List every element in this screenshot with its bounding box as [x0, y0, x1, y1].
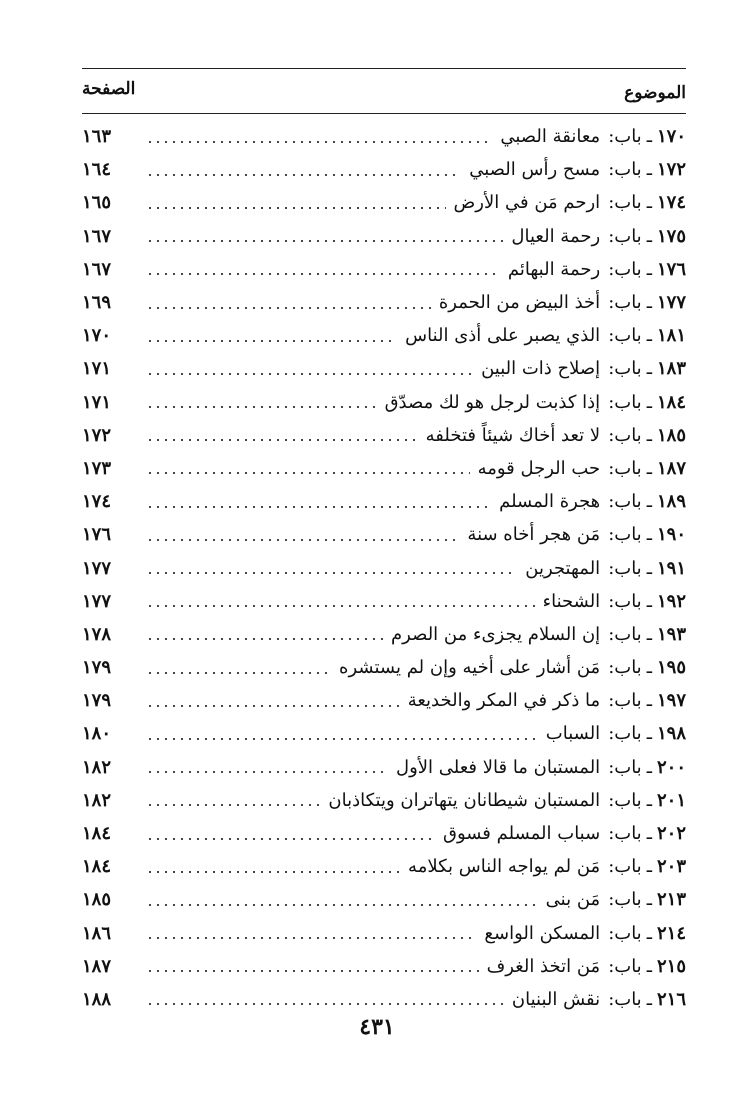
toc-entry — [82, 518, 686, 551]
entry-separator: ـ — [646, 823, 652, 845]
toc-entry — [82, 220, 686, 253]
entry-bab-label: باب: — [608, 557, 642, 579]
entry-separator: ـ — [646, 192, 652, 214]
entry-bab-label: باب: — [608, 955, 642, 977]
entry-number: ١٩٠ — [656, 524, 686, 546]
entry-separator: ـ — [646, 457, 652, 479]
entry-bab-label: باب: — [608, 457, 642, 479]
dot-leader — [146, 339, 397, 343]
dot-leader — [146, 704, 400, 708]
entry-bab-label: باب: — [608, 325, 642, 347]
entry-bab-label: باب: — [608, 690, 642, 712]
dot-leader — [146, 140, 492, 144]
table-of-contents — [82, 120, 686, 1016]
entry-title: المسكن الواسع — [484, 922, 601, 944]
dot-leader — [146, 604, 535, 608]
entry-number: ٢٠٣ — [656, 856, 686, 878]
toc-entry — [82, 917, 686, 950]
entry-page: ١٨٦ — [82, 922, 112, 944]
dot-leader — [146, 206, 446, 210]
entry-number: ١٧٥ — [656, 225, 686, 247]
entry-bab-label: باب: — [608, 657, 642, 679]
entry-separator: ـ — [646, 292, 652, 314]
entry-title: رحمة العيال — [511, 225, 601, 247]
toc-entry — [82, 186, 686, 219]
entry-separator: ـ — [646, 126, 652, 148]
toc-entry — [82, 386, 686, 419]
entry-page: ١٨٥ — [82, 889, 112, 911]
entry-title: مسح رأس الصبي — [469, 159, 601, 181]
entry-page: ١٧١ — [82, 391, 112, 413]
entry-title: مَن هجر أخاه سنة — [467, 524, 601, 546]
entry-page: ١٨٤ — [82, 856, 112, 878]
entry-page: ١٨٨ — [82, 988, 112, 1010]
entry-page: ١٨٤ — [82, 823, 112, 845]
entry-separator: ـ — [646, 424, 652, 446]
entry-title: ما ذكر في المكر والخديعة — [407, 690, 601, 712]
dot-leader — [146, 405, 377, 409]
entry-title: مَن اتخذ الغرف — [486, 955, 601, 977]
entry-separator: ـ — [646, 889, 652, 911]
dot-leader — [146, 1002, 504, 1006]
entry-bab-label: باب: — [608, 491, 642, 513]
dot-leader — [146, 969, 479, 973]
entry-bab-label: باب: — [608, 823, 642, 845]
entry-title: نقش البنيان — [511, 988, 601, 1010]
toc-entry — [82, 983, 686, 1016]
toc-entry — [82, 585, 686, 618]
toc-entry — [82, 419, 686, 452]
entry-title: مَن أشار على أخيه وإن لم يستشره — [339, 657, 601, 679]
entry-bab-label: باب: — [608, 192, 642, 214]
entry-separator: ـ — [646, 391, 652, 413]
entry-separator: ـ — [646, 988, 652, 1010]
entry-page: ١٧١ — [82, 358, 112, 380]
entry-separator: ـ — [646, 524, 652, 546]
page-number: ٤٣١ — [359, 1014, 395, 1040]
entry-separator: ـ — [646, 325, 652, 347]
entry-separator: ـ — [646, 955, 652, 977]
dot-leader — [146, 637, 383, 641]
entry-bab-label: باب: — [608, 723, 642, 745]
entry-bab-label: باب: — [608, 889, 642, 911]
entry-number: ٢١٣ — [656, 889, 686, 911]
entry-title: المستبان شيطانان يتهاتران ويتكاذبان — [328, 789, 601, 811]
entry-title: معانقة الصبي — [500, 126, 601, 148]
entry-bab-label: باب: — [608, 424, 642, 446]
entry-bab-label: باب: — [608, 988, 642, 1010]
entry-separator: ـ — [646, 225, 652, 247]
entry-page: ١٧٠ — [82, 325, 112, 347]
dot-leader — [146, 770, 388, 774]
entry-separator: ـ — [646, 723, 652, 745]
dot-leader — [146, 239, 503, 243]
toc-entry — [82, 286, 686, 319]
entry-separator: ـ — [646, 657, 652, 679]
entry-number: ٢٠٢ — [656, 823, 686, 845]
entry-title: إذا كذبت لرجل هو لك مصدّق — [384, 391, 601, 413]
toc-entry — [82, 618, 686, 651]
dot-leader — [146, 306, 431, 310]
dot-leader — [146, 372, 473, 376]
entry-page: ١٧٢ — [82, 424, 112, 446]
entry-page: ١٨٢ — [82, 789, 112, 811]
entry-bab-label: باب: — [608, 225, 642, 247]
entry-number: ١٨٤ — [656, 391, 686, 413]
entry-number: ١٨٥ — [656, 424, 686, 446]
entry-page: ١٦٥ — [82, 192, 112, 214]
entry-bab-label: باب: — [608, 623, 642, 645]
entry-number: ٢١٦ — [656, 988, 686, 1010]
entry-number: ١٩٥ — [656, 657, 686, 679]
entry-page: ١٨٢ — [82, 756, 112, 778]
entry-number: ١٩٨ — [656, 723, 686, 745]
entry-title: حب الرجل قومه — [477, 457, 601, 479]
dot-leader — [146, 505, 491, 509]
entry-title: أخذ البيض من الحمرة — [438, 292, 601, 314]
toc-entry — [82, 352, 686, 385]
entry-page: ١٧٧ — [82, 557, 112, 579]
dot-leader — [146, 571, 517, 575]
entry-page: ١٦٣ — [82, 126, 112, 148]
dot-leader — [146, 837, 435, 841]
entry-separator: ـ — [646, 856, 652, 878]
entry-number: ١٧٦ — [656, 258, 686, 280]
entry-separator: ـ — [646, 623, 652, 645]
toc-entry — [82, 551, 686, 584]
entry-number: ١٨١ — [656, 325, 686, 347]
entry-bab-label: باب: — [608, 159, 642, 181]
toc-entry — [82, 784, 686, 817]
toc-entry — [82, 883, 686, 916]
toc-entry — [82, 120, 686, 153]
entry-title: رحمة البهائم — [507, 258, 601, 280]
toc-entry — [82, 817, 686, 850]
entry-separator: ـ — [646, 491, 652, 513]
entry-bab-label: باب: — [608, 391, 642, 413]
entry-title: مَن بنى — [545, 889, 601, 911]
entry-separator: ـ — [646, 789, 652, 811]
dot-leader — [146, 903, 538, 907]
entry-title: الشحناء — [542, 590, 601, 612]
entry-title: السباب — [545, 723, 601, 745]
entry-number: ١٧٧ — [656, 292, 686, 314]
entry-separator: ـ — [646, 690, 652, 712]
dot-leader — [146, 870, 400, 874]
entry-bab-label: باب: — [608, 524, 642, 546]
toc-entry — [82, 319, 686, 352]
dot-leader — [146, 803, 320, 807]
entry-page: ١٦٩ — [82, 292, 112, 314]
entry-number: ١٩١ — [656, 557, 686, 579]
entry-title: إصلاح ذات البين — [481, 358, 601, 380]
entry-separator: ـ — [646, 358, 652, 380]
entry-page: ١٨٧ — [82, 955, 112, 977]
entry-page: ١٧٦ — [82, 524, 112, 546]
entry-page: ١٧٧ — [82, 590, 112, 612]
entry-title: سباب المسلم فسوق — [442, 823, 601, 845]
toc-entry — [82, 651, 686, 684]
entry-number: ١٩٢ — [656, 590, 686, 612]
entry-page: ١٧٤ — [82, 491, 112, 513]
entry-title: المهتجرين — [525, 557, 601, 579]
entry-number: ٢١٤ — [656, 922, 686, 944]
entry-number: ١٧٠ — [656, 126, 686, 148]
entry-bab-label: باب: — [608, 258, 642, 280]
entry-number: ١٨٣ — [656, 358, 686, 380]
dot-leader — [146, 936, 476, 940]
toc-entry — [82, 850, 686, 883]
dot-leader — [146, 272, 500, 276]
entry-title: الذي يصبر على أذى الناس — [405, 325, 601, 347]
entry-number: ٢٠٠ — [656, 756, 686, 778]
entry-page: ١٦٤ — [82, 159, 112, 181]
toc-entry — [82, 950, 686, 983]
entry-number: ١٩٣ — [656, 623, 686, 645]
entry-page: ١٧٩ — [82, 657, 112, 679]
entry-bab-label: باب: — [608, 358, 642, 380]
entry-page: ١٧٩ — [82, 690, 112, 712]
toc-entry — [82, 485, 686, 518]
toc-entry — [82, 153, 686, 186]
entry-bab-label: باب: — [608, 922, 642, 944]
entry-bab-label: باب: — [608, 789, 642, 811]
dot-leader — [146, 471, 470, 475]
entry-bab-label: باب: — [608, 756, 642, 778]
toc-entry — [82, 452, 686, 485]
entry-number: ١٧٤ — [656, 192, 686, 214]
entry-page: ١٧٨ — [82, 623, 112, 645]
entry-title: مَن لم يواجه الناس بكلامه — [408, 856, 601, 878]
toc-entry — [82, 253, 686, 286]
entry-title: إن السلام يجزىء من الصرم — [391, 623, 601, 645]
dot-leader — [146, 671, 331, 675]
entry-bab-label: باب: — [608, 856, 642, 878]
entry-number: ١٩٧ — [656, 690, 686, 712]
entry-bab-label: باب: — [608, 590, 642, 612]
entry-separator: ـ — [646, 159, 652, 181]
entry-title: المستبان ما قالا فعلى الأول — [396, 756, 601, 778]
entry-number: ٢٠١ — [656, 789, 686, 811]
entry-number: ١٧٢ — [656, 159, 686, 181]
entry-number: ١٨٩ — [656, 491, 686, 513]
entry-separator: ـ — [646, 756, 652, 778]
toc-entry — [82, 717, 686, 750]
toc-entry — [82, 684, 686, 717]
dot-leader — [146, 438, 418, 442]
dot-leader — [146, 538, 459, 542]
entry-page: ١٨٠ — [82, 723, 112, 745]
entry-title: لا تعد أخاك شيئاً فتخلفه — [425, 424, 601, 446]
entry-title: ارحم مَن في الأرض — [453, 192, 601, 214]
entry-title: هجرة المسلم — [499, 491, 601, 513]
dot-leader — [146, 737, 538, 741]
entry-number: ١٨٧ — [656, 457, 686, 479]
entry-separator: ـ — [646, 590, 652, 612]
entry-separator: ـ — [646, 557, 652, 579]
entry-page: ١٧٣ — [82, 457, 112, 479]
dot-leader — [146, 173, 461, 177]
entry-number: ٢١٥ — [656, 955, 686, 977]
entry-page: ١٦٧ — [82, 225, 112, 247]
entry-page: ١٦٧ — [82, 258, 112, 280]
toc-header — [82, 68, 686, 114]
entry-bab-label: باب: — [608, 292, 642, 314]
entry-separator: ـ — [646, 922, 652, 944]
entry-bab-label: باب: — [608, 126, 642, 148]
toc-entry — [82, 751, 686, 784]
entry-separator: ـ — [646, 258, 652, 280]
topic-column-heading: الموضوع — [624, 83, 686, 103]
page-column-heading: الصفحة — [82, 79, 136, 99]
